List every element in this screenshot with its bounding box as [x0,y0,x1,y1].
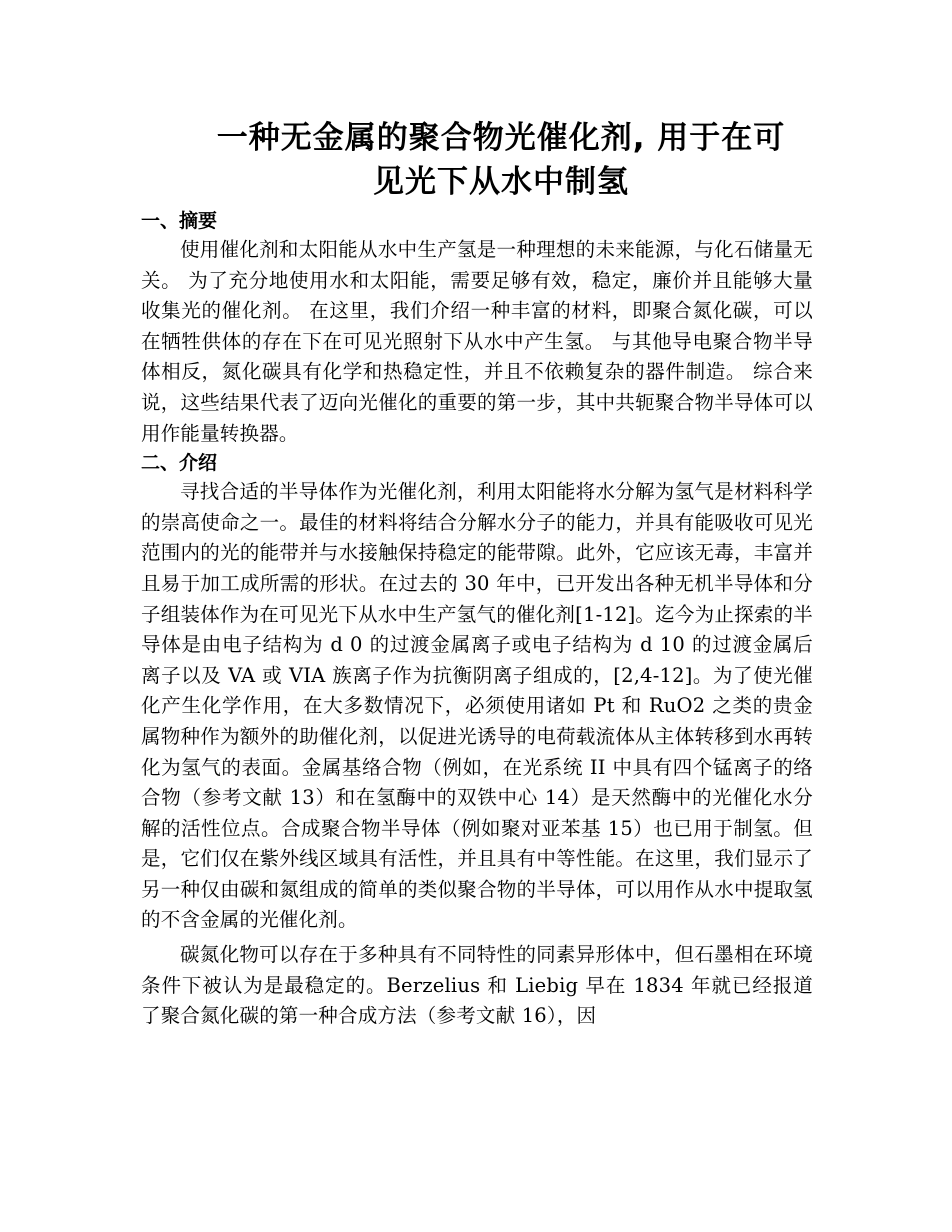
document-page [141,116,813,1032]
introduction-paragraph-1: 寻找合适的半导体作为光催化剂，利用太阳能将水分解为氢气是材料科学的崇高使命之一。最佳的材料将结合分解水分子的能力，并具有能吸收可见光范围内的光的能带并与水接触保持稳定的能带隙。此外，它应该无毒，丰富并且易于加工成所需的形状。在过去的 30 年中，已开发出各种无机半导体和分子组装体作为在可见光下从水中生产氢气的催化剂[1-12]。迄今为止探索的半导体是由电子结构为 d 0 的过渡金属离子或电子结构为 d 10 的过渡金属后离子以及 VA 或 VIA 族离子作为抗衡阴离子组成的，[2,4-12]。为了使光催化产生化学作用，在大多数情况下，必须使用诸如 Pt 和 RuO2 之类的贵金属物种作为额外的助催化剂，以促进光诱导的电荷载流体从主体转移到水再转化为氢气的表面。金属基络合物（例如，在光系统 II 中具有四个锰离子的络合物（参考文献 13）和在氢酶中的双铁中心 14）是天然酶中的光催化水分解的活性位点。合成聚合物半导体（例如聚对亚苯基 15）也已用于制氢。但是，它们仅在紫外线区域具有活性，并且具有中等性能。在这里，我们显示了另一种仅由碳和氮组成的简单的类似聚合物的半导体，可以用作从水中提取氢的不含金属的光催化剂。 [141,480,813,932]
title-line-2: 见光下从水中制氢 [373,164,629,200]
introduction-paragraph-2: 碳氮化物可以存在于多种具有不同特性的同素异形体中，但石墨相在环境条件下被认为是最稳定的。Berzelius 和 Liebig 早在 1834 年就已经报道了聚合氮化碳的第一种合成方法（参考文献 16），因 [141,943,813,1028]
abstract-paragraph: 使用催化剂和太阳能从水中生产氢是一种理想的未来能源，与化石储量无关。 为了充分地使用水和太阳能，需要足够有效，稳定，廉价并且能够大量收集光的催化剂。 在这里，我们介绍一种丰富的材料，即聚合氮化碳，可以在牺牲供体的存在下在可见光照射下从水中产生氢。 与其他导电聚合物半导体相反，氮化碳具有化学和热稳定性，并且不依赖复杂的器件制造。 综合来说，这些结果代表了迈向光催化的重要的第一步，其中共轭聚合物半导体可以用作能量转换器。 [141,238,813,445]
title-line-1: 一种无金属的聚合物光催化剂, 用于在可 [216,120,786,156]
introduction-section [141,449,813,1032]
abstract-section [141,207,813,449]
introduction-heading: 二、介绍 [141,452,218,475]
document-title [141,116,813,204]
abstract-heading: 一、摘要 [141,210,218,232]
